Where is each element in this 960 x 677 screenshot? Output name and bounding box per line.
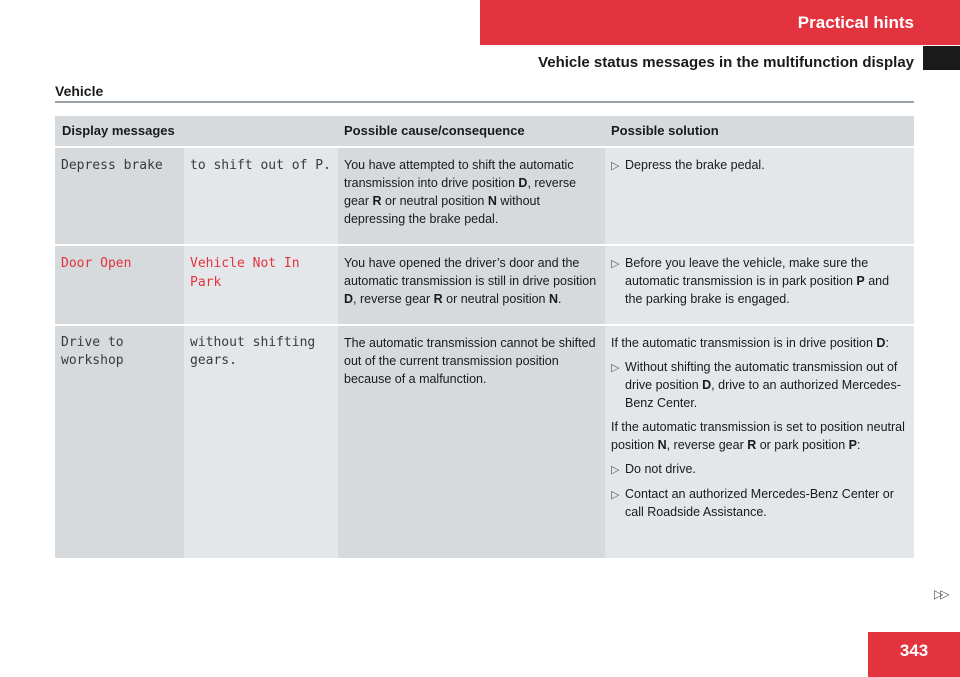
step-arrow-icon: ▷ (611, 489, 620, 501)
header-possible-cause: Possible cause/consequence (338, 116, 605, 147)
step-arrow-icon: ▷ (611, 258, 620, 270)
table-row (55, 245, 914, 325)
page-heading: Vehicle status messages in the multifunction display (538, 54, 914, 71)
solution-cell (605, 325, 914, 559)
section-title: Practical hints (797, 12, 914, 32)
page-number: 343 (868, 632, 960, 677)
solution-step: ▷ Without shifting the automatic transmission out of drive position D, drive to an authorized Mercedes-Benz Center. (611, 360, 901, 410)
solution-step: ▷ Before you leave the vehicle, make sure the automatic transmission is in park position P and the parking brake is engaged. (611, 256, 890, 306)
solution-step: ▷ Depress the brake pedal. (611, 156, 908, 175)
cause-cell: You have attempted to shift the automatic transmission into drive position D, reverse gear R or neutral position N without depressing the brake pedal. (338, 147, 605, 245)
double-arrow-right-icon: ▷▷ (934, 587, 947, 601)
table-row (55, 147, 914, 245)
solution-step: ▷ Contact an authorized Mercedes-Benz Center or call Roadside Assistance. (611, 487, 894, 519)
display-message-line2: without shifting gears. (190, 335, 316, 368)
thumb-tab (923, 46, 960, 70)
section-label: Vehicle (55, 83, 104, 99)
step-arrow-icon: ▷ (611, 464, 620, 476)
step-arrow-icon: ▷ (611, 362, 620, 374)
solution-cell (605, 245, 914, 325)
display-message-line2: Vehicle Not In Park (190, 256, 300, 290)
section-rule (55, 101, 914, 103)
cause-cell: You have opened the driver’s door and the automatic transmission is still in drive position D, reverse gear R or neutral position N. (338, 245, 605, 325)
step-arrow-icon: ▷ (611, 160, 620, 172)
section-tab (480, 0, 960, 45)
display-message-line2: to shift out of P. (190, 158, 331, 173)
header-display-messages: Display messages (55, 116, 338, 147)
display-message-line1: Drive to workshop (61, 335, 124, 368)
vehicle-messages-table (55, 116, 914, 560)
solution-cell (605, 147, 914, 245)
display-message-line1: Depress brake (61, 158, 163, 173)
cause-cell: The automatic transmission cannot be shifted out of the current transmission position because of a malfunction. (338, 325, 605, 559)
header-possible-solution: Possible solution (605, 116, 914, 147)
solution-step: ▷ Do not drive. (611, 460, 908, 479)
solution-condition: If the automatic transmission is in drive position D: (611, 336, 889, 350)
table-row (55, 325, 914, 559)
table-header-row (55, 116, 914, 147)
solution-condition: If the automatic transmission is set to position neutral position N, reverse gear R or park position P: (611, 420, 905, 452)
display-message-line1: Door Open (61, 256, 132, 271)
